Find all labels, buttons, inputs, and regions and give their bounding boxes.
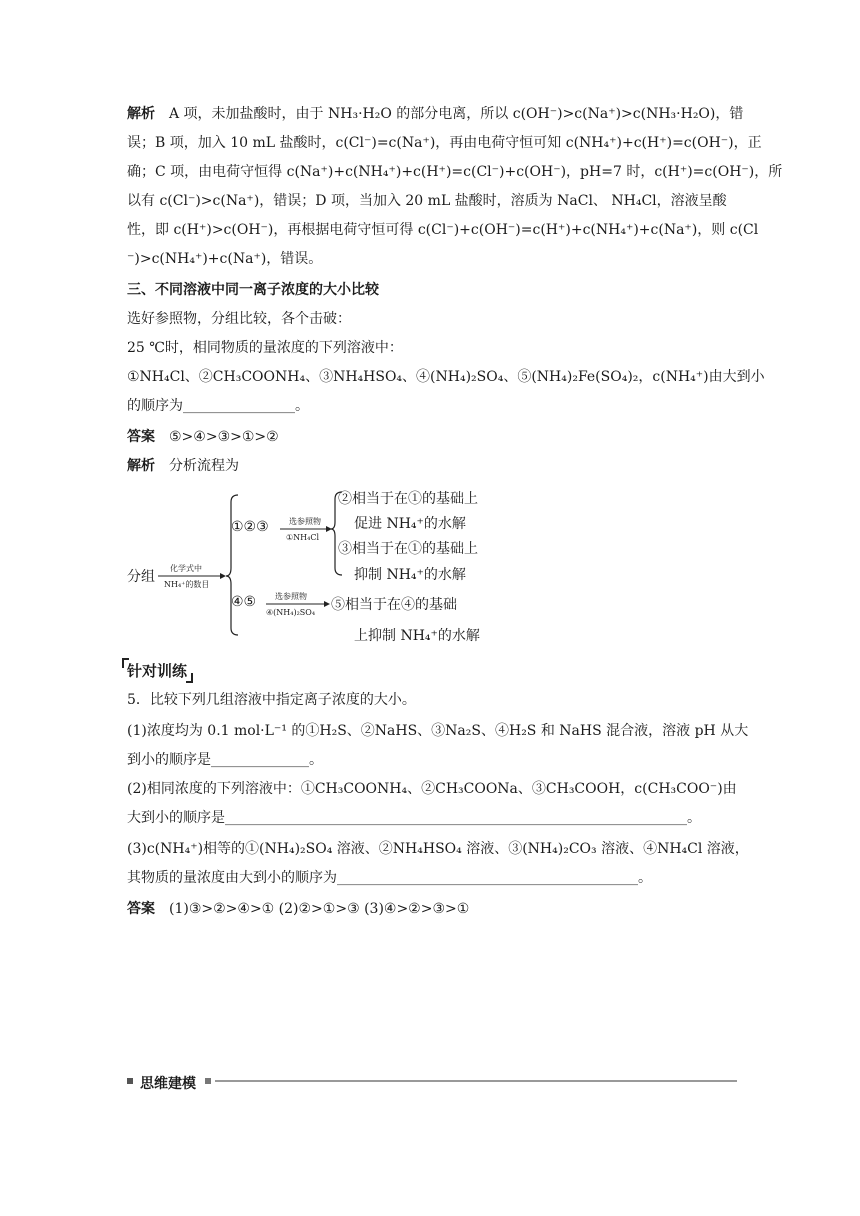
flow-group-1-top: 选参照物 bbox=[289, 517, 321, 526]
training-part-3b: 其物质的量浓度由大到小的顺序为___________________________________________。 bbox=[127, 870, 652, 886]
footer-title: 思维建模 bbox=[140, 1076, 196, 1092]
flow-group-1: ①②③ bbox=[231, 519, 269, 535]
analysis-label: 解析 bbox=[127, 106, 155, 122]
flow-group-1-bottom: ①NH₄Cl bbox=[286, 533, 320, 542]
flow-g1-result-2b: 抑制 NH₄⁺的水解 bbox=[354, 567, 466, 583]
footer-rule bbox=[215, 1080, 737, 1082]
square-marker-icon bbox=[205, 1078, 211, 1084]
section-intro: 选好参照物，分组比较，各个击破： bbox=[127, 311, 351, 327]
flow-g1-result-1b: 促进 NH₄⁺的水解 bbox=[354, 516, 466, 532]
analysis-line-6: ⁻)>c(NH₄⁺)+c(Na⁺)，错误。 bbox=[127, 251, 323, 267]
training-part-1a: (1)浓度均为 0.1 mol·L⁻¹ 的①H₂S、②NaHS、③Na₂S、④H₂S 和 NaHS 混合液，溶液 pH 从大 bbox=[127, 723, 749, 739]
flow-g2-result-b: 上抑制 NH₄⁺的水解 bbox=[354, 628, 480, 644]
analysis-line-1: 解析 A 项，未加盐酸时，由于 NH₃·H₂O 的部分电离，所以 c(OH⁻)>c(Na⁺)>c(NH₃·H₂O)，错 bbox=[127, 106, 744, 122]
question-line-3: 的顺序为________________。 bbox=[127, 398, 309, 414]
square-bullet-icon bbox=[127, 1078, 133, 1084]
training-part-2b: 大到小的顺序是__________________________________________________________________。 bbox=[127, 810, 701, 826]
flow-g2-result-a: ⑤相当于在④的基础 bbox=[331, 597, 457, 613]
training-part-2a: (2)相同浓度的下列溶液中：①CH₃COONH₄、②CH₃COONa、③CH₃COOH，c(CH₃COO⁻)由 bbox=[127, 781, 737, 797]
analysis-label-2: 解析 bbox=[127, 458, 155, 474]
training-answer-text: (1)③>②>④>① (2)②>①>③ (3)④>②>③>① bbox=[169, 901, 470, 917]
flow-g1-result-2a: ③相当于在①的基础上 bbox=[338, 541, 478, 557]
analysis-line-2: 误；B 项，加入 10 mL 盐酸时，c(Cl⁻)=c(Na⁺)，再由电荷守恒可知 c(NH₄⁺)+c(H⁺)=c(OH⁻)，正 bbox=[127, 135, 762, 151]
analysis-line-5: 性，即 c(H⁺)>c(OH⁻)，再根据电荷守恒可得 c(Cl⁻)+c(OH⁻)=c(H⁺)+c(NH₄⁺)+c(Na⁺)，则 c(Cl bbox=[127, 222, 759, 238]
flow-root-top: 化学式中 bbox=[170, 564, 202, 573]
flow-g1-result-1a: ②相当于在①的基础上 bbox=[338, 491, 478, 507]
flow-group-2-top: 选参照物 bbox=[275, 592, 307, 601]
flow-root: 分组 bbox=[127, 569, 155, 585]
analysis-line-3: 确；C 项，由电荷守恒得 c(Na⁺)+c(NH₄⁺)+c(H⁺)=c(Cl⁻)+c(OH⁻)，pH=7 时，c(H⁺)=c(OH⁻)，所 bbox=[127, 164, 783, 180]
flow-root-bottom: NH₄⁺的数目 bbox=[164, 580, 210, 589]
training-part-3a: (3)c(NH₄⁺)相等的①(NH₄)₂SO₄ 溶液、②NH₄HSO₄ 溶液、③(NH₄)₂CO₃ 溶液、④NH₄Cl 溶液， bbox=[127, 841, 749, 857]
section-heading: 三、不同溶液中同一离子浓度的大小比较 bbox=[127, 282, 379, 298]
training-answer-label: 答案 bbox=[127, 901, 155, 917]
training-tag: 针对训练 bbox=[127, 662, 188, 680]
answer-line bbox=[127, 427, 737, 447]
footer-section-bar bbox=[127, 1074, 737, 1090]
question-line-1: 25 ℃时，相同物质的量浓度的下列溶液中： bbox=[127, 340, 403, 356]
question-line-2: ①NH₄Cl、②CH₃COONH₄、③NH₄HSO₄、④(NH₄)₂SO₄、⑤(NH₄)₂Fe(SO₄)₂，c(NH₄⁺)由大到小 bbox=[127, 369, 765, 385]
flow-group-2: ④⑤ bbox=[231, 594, 257, 610]
training-part-1b: 到小的顺序是______________。 bbox=[127, 752, 323, 768]
analysis-line-4: 以有 c(Cl⁻)>c(Na⁺)，错误；D 项，当加入 20 mL 盐酸时，溶质为 NaCl、 NH₄Cl，溶液呈酸 bbox=[127, 193, 727, 209]
training-answer-line bbox=[127, 899, 737, 919]
flow-group-2-bottom: ④(NH₄)₂SO₄ bbox=[266, 608, 316, 617]
answer-text: ⑤>④>③>①>② bbox=[169, 429, 279, 445]
analysis-flow-line: 解析 分析流程为 bbox=[127, 458, 239, 474]
answer-label: 答案 bbox=[127, 429, 155, 445]
training-question: 5．比较下列几组溶液中指定离子浓度的大小。 bbox=[127, 692, 416, 708]
